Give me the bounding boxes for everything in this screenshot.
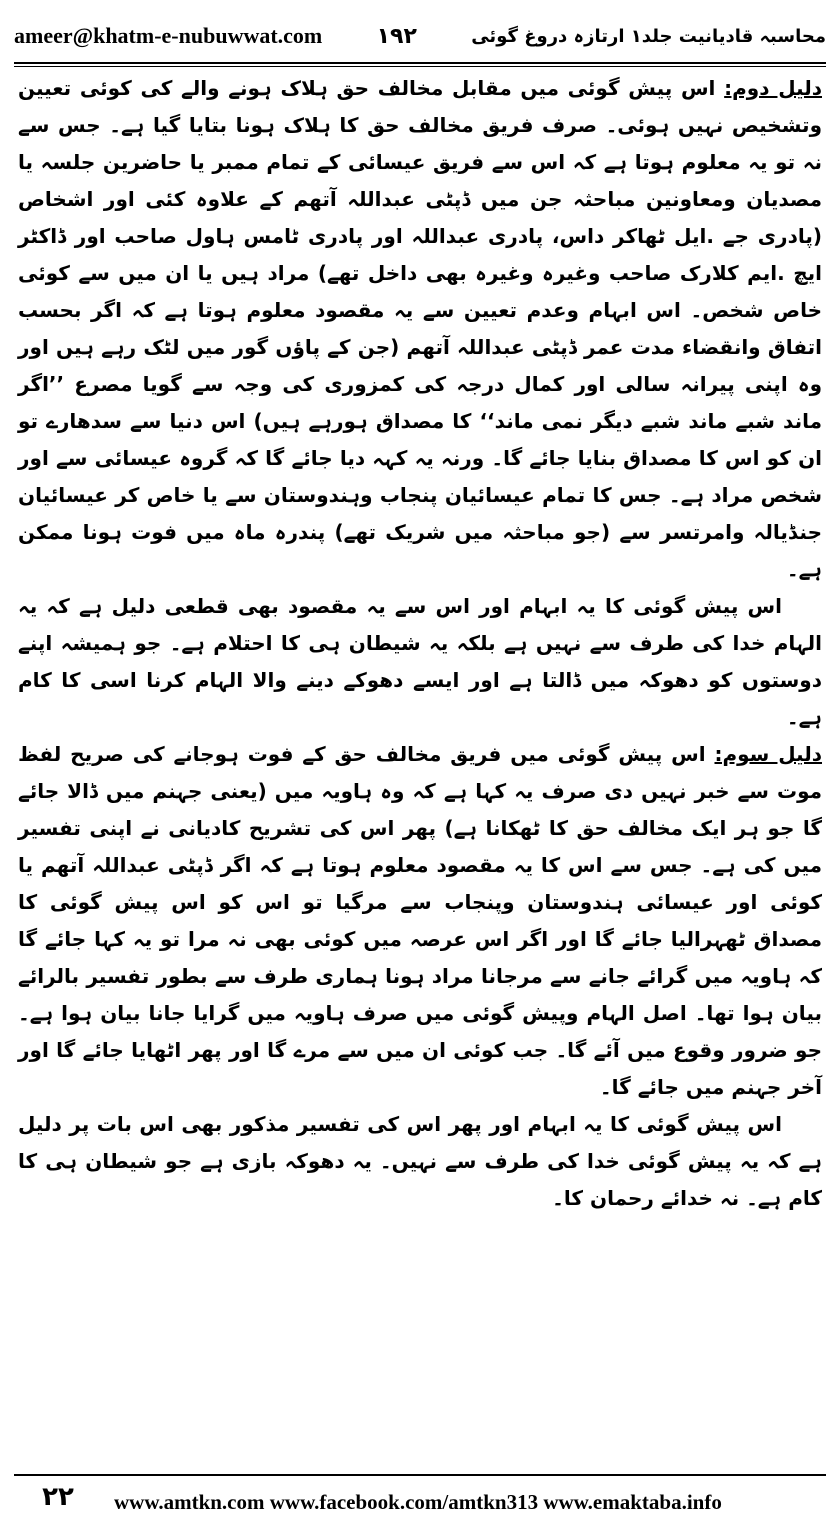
heading-dalil-doem: دلیل دوم: — [724, 76, 822, 100]
header-email: ameer@khatm-e-nubuwwat.com — [14, 23, 323, 48]
page-body — [18, 70, 822, 1454]
heading-dalil-soem: دلیل سوم: — [714, 742, 822, 766]
footer-page-number: ۲۲ — [42, 1482, 74, 1512]
header-rule-thin — [14, 66, 826, 67]
header-title: محاسبہ قادیانیت جلد۱ ارتازہ دروغ گوئی — [471, 25, 826, 47]
header-rule — [14, 62, 826, 64]
footer-rule — [14, 1474, 826, 1476]
paragraph-4: اس پیش گوئی کا یہ ابہام اور پھر اس کی تفسیر مذکور بھی اس بات پر دلیل ہے کہ یہ پیش گوئی خدا کی طرف سے نہیں۔ یہ دھوکہ بازی ہے جو شیطان ہی کا کام ہے۔ نہ خدائے رحمان کا۔ — [18, 1112, 822, 1210]
footer-urls: www.amtkn.com www.facebook.com/amtkn313 www.emaktaba.info — [114, 1490, 722, 1514]
paragraph-3-text: اس پیش گوئی میں فریق مخالف حق کے فوت ہوجانے کی صریح لفظ موت سے خبر نہیں دی صرف یہ کہا ہے کہ وہ ہاویہ میں (یعنی جہنم میں ڈالا جائے گا جو ہر ایک مخالف حق کا ٹھکانا ہے) پھر اس کی تشریح کادیانی نے اپنی تفسیر میں کی ہے۔ جس سے اس کا یہ مقصود معلوم ہوتا ہے کہ اگر ڈپٹی عبداللہ آتھم یا کوئی اور عیسائی ہندوستان وپنجاب سے مرگیا تو اس کو اس پیش گوئی کا مصداق ٹھہرالیا جائے گا اور اگر اس عرصہ میں کوئی بھی نہ مرا تو یہ کہا جائے گا کہ ہاویہ میں گرائے جانے سے مرجانا مراد ہونا ہماری طرف سے بطور تفسیر بالرائے بیان ہوا تھا۔ اصل الہام وپیش گوئی میں صرف ہاویہ میں گرایا جانا بیان ہوا ہے۔ جو ضرور وقوع میں آئے گا۔ جب کوئی ان میں سے مرے گا اور پھر اٹھایا جائے گا اور آخر جہنم میں جائے گا۔ — [18, 742, 822, 1099]
paragraph-1-text: اس پیش گوئی میں مقابل مخالف حق ہلاک ہونے والے کی کوئی تعیین وتشخیص نہیں ہوئی۔ صرف فریق مخالف حق کا ہلاک ہونا بتایا گیا ہے۔ جس سے نہ تو یہ معلوم ہوتا ہے کہ اس سے فریق عیسائی کے تمام ممبر یا حاضرین جلسہ یا مصدیان ومعاونین مباحثہ جن میں ڈپٹی عبداللہ آتھم کے علاوہ کئی اور اشخاص (پادری جے .ایل ٹھاکر داس، پادری عبداللہ اور پادری ٹامس ہاول صاحب اور ڈاکٹر ایچ .ایم کلارک صاحب وغیرہ وغیرہ بھی داخل تھے) مراد ہیں یا ان میں سے کوئی خاص شخص۔ اس ابہام وعدم تعیین سے یہ مقصود معلوم ہوتا ہے کہ اگر بحسب اتفاق وانقضاء مدت عمر ڈپٹی عبداللہ آتھم (جن کے پاؤں گور میں لٹک رہے ہیں اور وہ اپنی پیرانہ سالی اور کمال درجہ کی کمزوری کی وجہ سے گویا مصرع ’’اگر ماند شبے ماند شبے دیگر نمی ماند‘‘ کا مصداق ہورہے ہیں) اس دنیا سے سدھارے تو ان کو اس کا مصداق بنایا جائے گا۔ ورنہ یہ کہہ دیا جائے گا کہ گروہ عیسائی سے اور شخص مراد ہے۔ جس کا تمام عیسائیان پنجاب وہندوستان سے یا خاص کر عیسائیان جنڈیالہ وامرتسر سے (جو مباحثہ میں شریک تھے) پندرہ ماہ میں فوت ہونا ممکن ہے۔ — [18, 76, 822, 581]
paragraph-1 — [18, 70, 822, 588]
paragraph-2: اس پیش گوئی کا یہ ابہام اور اس سے یہ مقصود بھی قطعی دلیل ہے کہ یہ الہام خدا کی طرف سے نہیں ہے بلکہ یہ شیطان ہی کا احتلام ہے۔ جو ہمیشہ اپنے دوستوں کو دھوکہ میں ڈالتا ہے اور ایسے دھوکے دینے والا الہام کرنا اسی کا کام ہے۔ — [18, 594, 822, 729]
header-page-number: ١٩٢ — [376, 23, 417, 49]
page-footer — [14, 1474, 826, 1522]
page-header — [14, 18, 826, 54]
paragraph-3 — [18, 736, 822, 1106]
